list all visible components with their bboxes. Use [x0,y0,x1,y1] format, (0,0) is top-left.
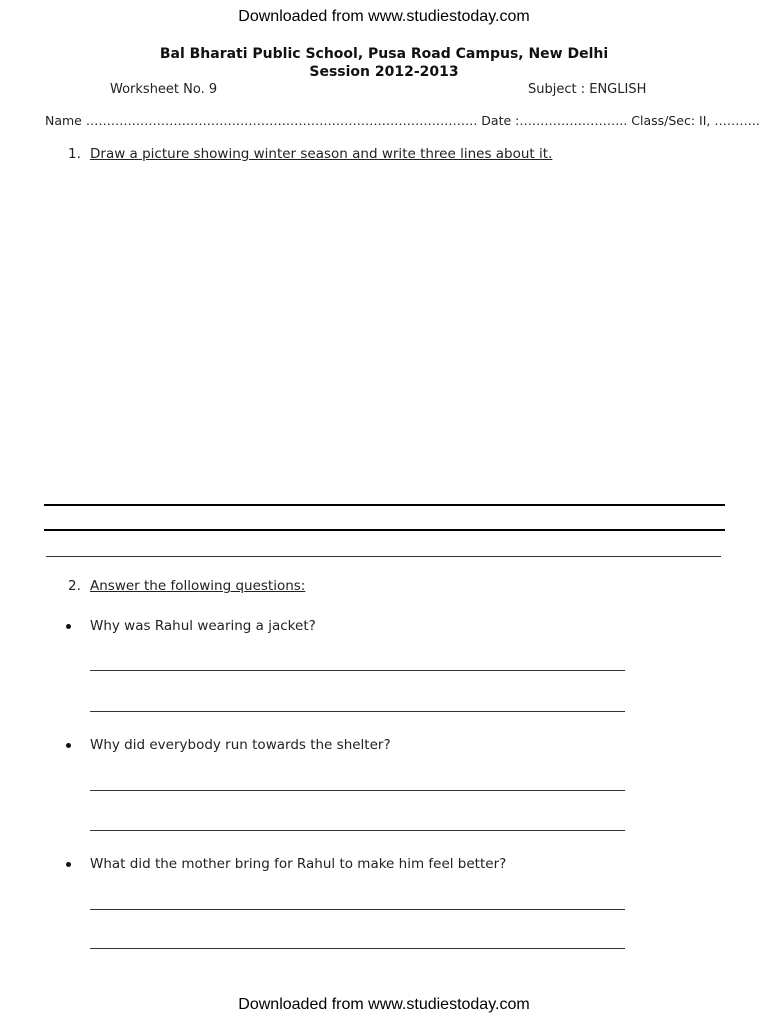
drawing-area[interactable] [44,172,724,492]
header-banner: Downloaded from www.studiestoday.com [238,8,530,25]
bullet-icon [66,743,71,748]
subject-label: Subject : ENGLISH [528,82,647,97]
answer-line-3b[interactable] [90,948,625,949]
sub-question-2: Why did everybody run towards the shelter? [90,737,391,753]
question-1-number: 1. [68,146,81,162]
footer-banner: Downloaded from www.studiestoday.com [238,996,530,1013]
answer-line-3a[interactable] [90,909,625,910]
writing-line-3[interactable] [46,556,721,557]
school-name: Bal Bharati Public School, Pusa Road Campus, New Delhi [159,46,609,62]
worksheet-number: Worksheet No. 9 [110,82,218,97]
student-info-line: Name …………………………………………………………………………………. Date :…………………….. Class/Sec: II, ……….. [45,113,760,128]
answer-line-1a[interactable] [90,670,625,671]
sub-question-3: What did the mother bring for Rahul to make him feel better? [90,856,507,872]
answer-line-2a[interactable] [90,790,625,791]
question-2-text: Answer the following questions: [90,578,306,594]
question-1-text: Draw a picture showing winter season and write three lines about it. [90,146,553,162]
writing-line-2[interactable] [44,529,725,531]
answer-line-2b[interactable] [90,830,625,831]
writing-line-1[interactable] [44,504,725,506]
session-label: Session 2012-2013 [309,64,459,80]
bullet-icon [66,862,71,867]
answer-line-1b[interactable] [90,711,625,712]
bullet-icon [66,624,71,629]
question-2-number: 2. [68,578,81,594]
sub-question-1: Why was Rahul wearing a jacket? [90,618,316,634]
